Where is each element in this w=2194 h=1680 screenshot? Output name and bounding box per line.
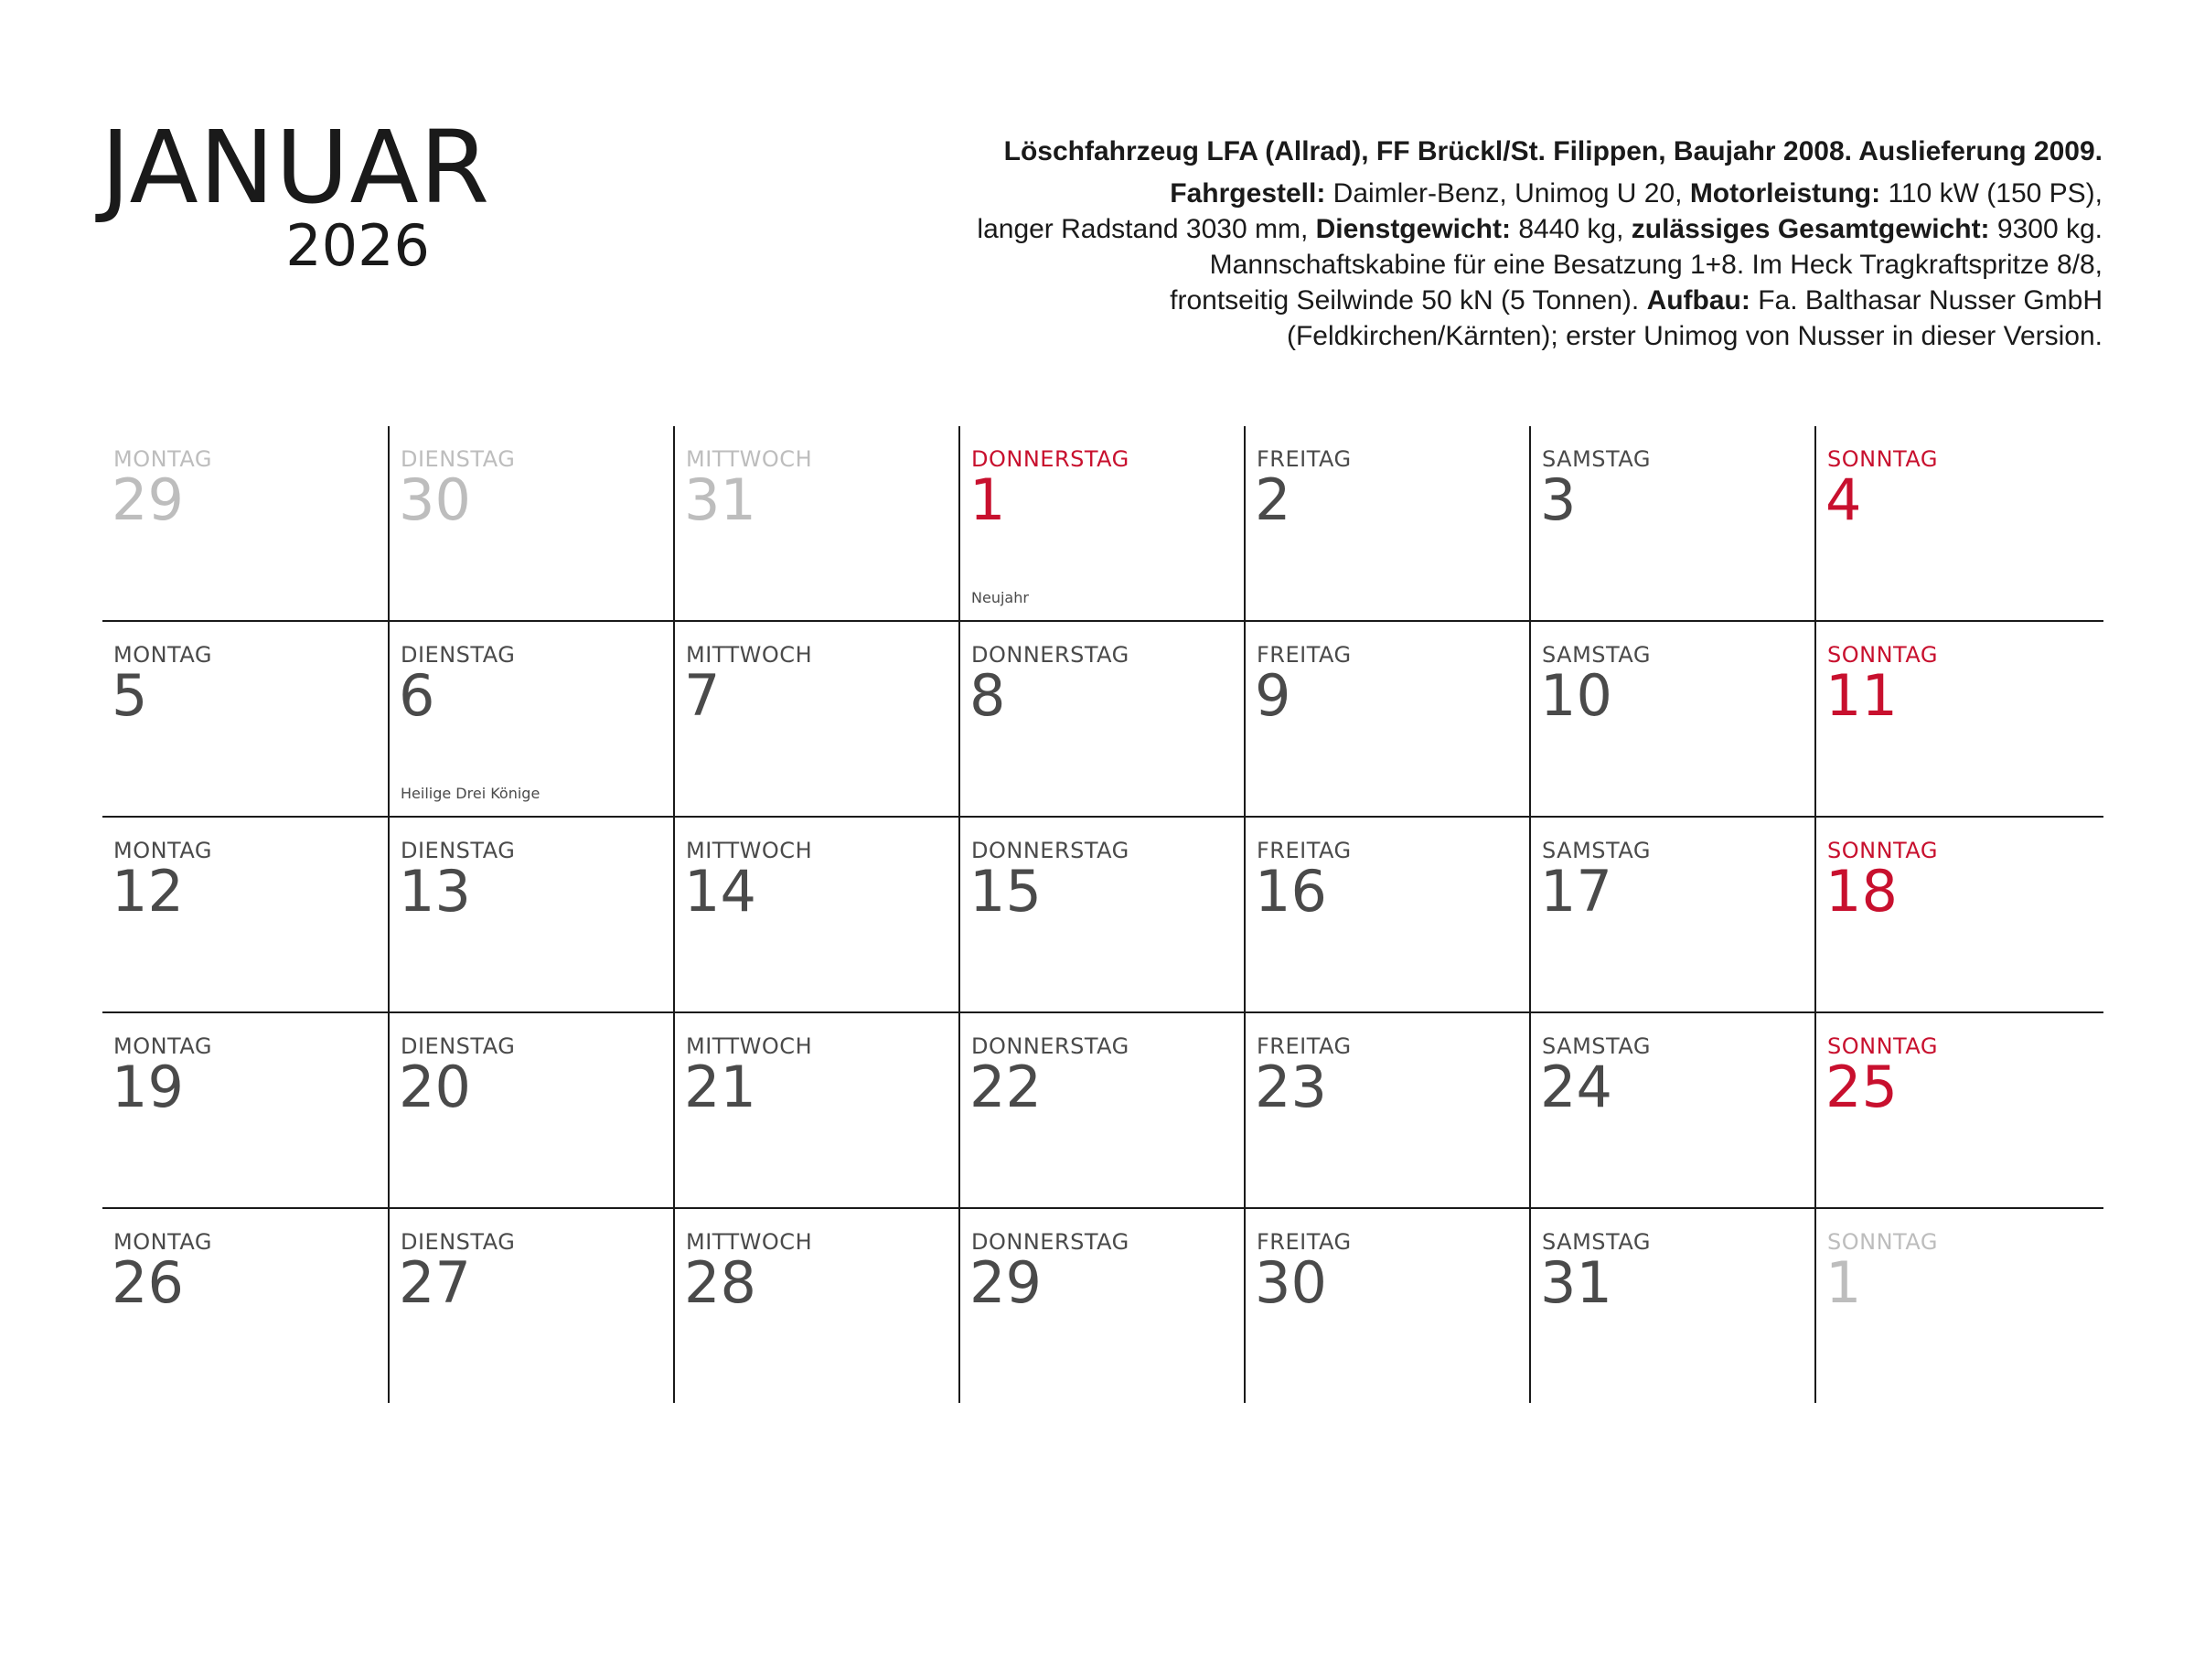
calendar-day-cell[interactable] (958, 1209, 1244, 1403)
weekday-label: MITTWOCH (686, 1033, 813, 1059)
weekday-label: DIENSTAG (401, 446, 516, 472)
day-number: 24 (1540, 1054, 1612, 1120)
day-number: 25 (1825, 1054, 1898, 1120)
weekday-label: DONNERSTAG (971, 642, 1129, 668)
calendar-day-cell[interactable] (388, 818, 673, 1011)
day-number: 22 (969, 1054, 1042, 1120)
calendar-day-cell[interactable] (102, 1209, 388, 1403)
weekday-label: FREITAG (1257, 1229, 1352, 1255)
vehicle-headline: Löschfahrzeug LFA (Allrad), FF Brückl/St. Filippen, Baujahr 2008. Auslieferung 2009. (1003, 136, 2103, 166)
day-number: 7 (684, 662, 721, 729)
day-number: 2 (1255, 466, 1291, 533)
weekday-label: MONTAG (113, 838, 212, 863)
weekday-label: SONNTAG (1827, 642, 1938, 668)
text: 110 kW (150 PS), (1880, 178, 2103, 209)
weekday-label: SAMSTAG (1542, 1033, 1651, 1059)
label-aufbau: Aufbau: (1646, 285, 1750, 316)
calendar-week-row (102, 1207, 2103, 1403)
weekday-label: FREITAG (1257, 446, 1352, 472)
weekday-label: FREITAG (1257, 642, 1352, 668)
calendar-week-row (102, 620, 2103, 816)
text: (Feldkirchen/Kärnten); erster Unimog von Nusser in dieser Version. (1286, 321, 2103, 351)
calendar-day-cell[interactable] (102, 818, 388, 1011)
calendar-day-cell[interactable] (1814, 1013, 2100, 1207)
day-number: 4 (1825, 466, 1862, 533)
day-number: 27 (399, 1249, 471, 1316)
info-line-1 (895, 176, 2103, 211)
day-number: 14 (684, 858, 756, 925)
calendar-day-cell[interactable] (1814, 622, 2100, 816)
day-number: 3 (1540, 466, 1577, 533)
weekday-label: MITTWOCH (686, 1229, 813, 1255)
calendar-day-cell[interactable] (102, 426, 388, 620)
calendar-day-cell[interactable] (1244, 426, 1529, 620)
day-number: 30 (399, 466, 471, 533)
info-line-4 (895, 283, 2103, 318)
holiday-label: Heilige Drei Könige (401, 785, 540, 802)
vehicle-description (895, 134, 2103, 354)
day-number: 26 (112, 1249, 184, 1316)
calendar-week-row (102, 816, 2103, 1011)
text: frontseitig Seilwinde 50 kN (5 Tonnen). (1170, 285, 1647, 316)
calendar-day-cell[interactable] (102, 622, 388, 816)
calendar-day-cell[interactable] (958, 818, 1244, 1011)
calendar-day-cell[interactable] (388, 622, 673, 816)
day-number: 9 (1255, 662, 1291, 729)
calendar-day-cell[interactable] (958, 1013, 1244, 1207)
info-line-3 (895, 247, 2103, 283)
day-number: 16 (1255, 858, 1327, 925)
calendar-day-cell[interactable] (1814, 818, 2100, 1011)
calendar-day-cell[interactable] (958, 426, 1244, 620)
day-number: 31 (684, 466, 756, 533)
year-label: 2026 (285, 212, 430, 279)
text: Daimler-Benz, Unimog U 20, (1325, 178, 1690, 209)
day-number: 21 (684, 1054, 756, 1120)
weekday-label: FREITAG (1257, 838, 1352, 863)
calendar-grid (102, 426, 2103, 1403)
weekday-label: SONNTAG (1827, 838, 1938, 863)
text: Fa. Balthasar Nusser GmbH (1750, 285, 2103, 316)
day-number: 30 (1255, 1249, 1327, 1316)
weekday-label: DIENSTAG (401, 1033, 516, 1059)
weekday-label: DONNERSTAG (971, 838, 1129, 863)
info-line-2 (895, 211, 2103, 247)
day-number: 29 (969, 1249, 1042, 1316)
calendar-week-row (102, 1011, 2103, 1207)
calendar-day-cell[interactable] (673, 622, 958, 816)
weekday-label: MITTWOCH (686, 642, 813, 668)
calendar-day-cell[interactable] (1529, 818, 1814, 1011)
weekday-label: DONNERSTAG (971, 1033, 1129, 1059)
day-number: 11 (1825, 662, 1898, 729)
day-number: 17 (1540, 858, 1612, 925)
weekday-label: SAMSTAG (1542, 838, 1651, 863)
weekday-label: MITTWOCH (686, 446, 813, 472)
calendar-day-cell[interactable] (1244, 622, 1529, 816)
calendar-day-cell[interactable] (102, 1013, 388, 1207)
weekday-label: DIENSTAG (401, 642, 516, 668)
day-number: 15 (969, 858, 1042, 925)
calendar-day-cell[interactable] (673, 1209, 958, 1403)
weekday-label: DONNERSTAG (971, 1229, 1129, 1255)
calendar-day-cell[interactable] (1529, 1013, 1814, 1207)
weekday-label: SONNTAG (1827, 1033, 1938, 1059)
weekday-label: MONTAG (113, 1033, 212, 1059)
day-number: 29 (112, 466, 184, 533)
text: Mannschaftskabine für eine Besatzung 1+8. Im Heck Tragkraftspritze 8/8, (1209, 250, 2103, 280)
day-number: 1 (969, 466, 1006, 533)
day-number: 5 (112, 662, 148, 729)
weekday-label: MONTAG (113, 446, 212, 472)
day-number: 28 (684, 1249, 756, 1316)
calendar-day-cell[interactable] (1529, 426, 1814, 620)
info-line-5 (895, 318, 2103, 354)
day-number: 1 (1825, 1249, 1862, 1316)
weekday-label: DIENSTAG (401, 838, 516, 863)
weekday-label: DONNERSTAG (971, 446, 1129, 472)
calendar-day-cell[interactable] (1244, 1013, 1529, 1207)
weekday-label: MONTAG (113, 1229, 212, 1255)
calendar-day-cell[interactable] (1814, 426, 2100, 620)
month-title: JANUAR (101, 109, 491, 226)
day-number: 20 (399, 1054, 471, 1120)
weekday-label: SAMSTAG (1542, 642, 1651, 668)
weekday-label: MITTWOCH (686, 838, 813, 863)
day-number: 23 (1255, 1054, 1327, 1120)
weekday-label: SONNTAG (1827, 446, 1938, 472)
day-number: 12 (112, 858, 184, 925)
label-motorleistung: Motorleistung: (1689, 178, 1881, 209)
weekday-label: SAMSTAG (1542, 1229, 1651, 1255)
day-number: 31 (1540, 1249, 1612, 1316)
calendar-day-cell[interactable] (388, 426, 673, 620)
day-number: 13 (399, 858, 471, 925)
calendar-day-cell[interactable] (673, 818, 958, 1011)
text: langer Radstand 3030 mm, (977, 214, 1316, 244)
day-number: 19 (112, 1054, 184, 1120)
calendar-day-cell[interactable] (388, 1209, 673, 1403)
day-number: 18 (1825, 858, 1898, 925)
day-number: 10 (1540, 662, 1612, 729)
weekday-label: MONTAG (113, 642, 212, 668)
weekday-label: SAMSTAG (1542, 446, 1651, 472)
text: 9300 kg. (1989, 214, 2103, 244)
label-fahrgestell: Fahrgestell: (1170, 178, 1326, 209)
weekday-label: SONNTAG (1827, 1229, 1938, 1255)
calendar-day-cell[interactable] (388, 1013, 673, 1207)
weekday-label: DIENSTAG (401, 1229, 516, 1255)
calendar-day-cell[interactable] (1814, 1209, 2100, 1403)
weekday-label: FREITAG (1257, 1033, 1352, 1059)
calendar-day-cell[interactable] (1529, 622, 1814, 816)
calendar-day-cell[interactable] (1529, 1209, 1814, 1403)
text: 8440 kg, (1510, 214, 1632, 244)
label-dienstgewicht: Dienstgewicht: (1315, 214, 1511, 244)
label-gesamtgewicht: zulässiges Gesamtgewicht: (1631, 214, 1990, 244)
calendar-day-cell[interactable] (673, 426, 958, 620)
calendar-week-row (102, 426, 2103, 620)
calendar-day-cell[interactable] (673, 1013, 958, 1207)
calendar-day-cell[interactable] (958, 622, 1244, 816)
day-number: 8 (969, 662, 1006, 729)
holiday-label: Neujahr (971, 589, 1029, 606)
calendar-day-cell[interactable] (1244, 1209, 1529, 1403)
day-number: 6 (399, 662, 435, 729)
calendar-day-cell[interactable] (1244, 818, 1529, 1011)
